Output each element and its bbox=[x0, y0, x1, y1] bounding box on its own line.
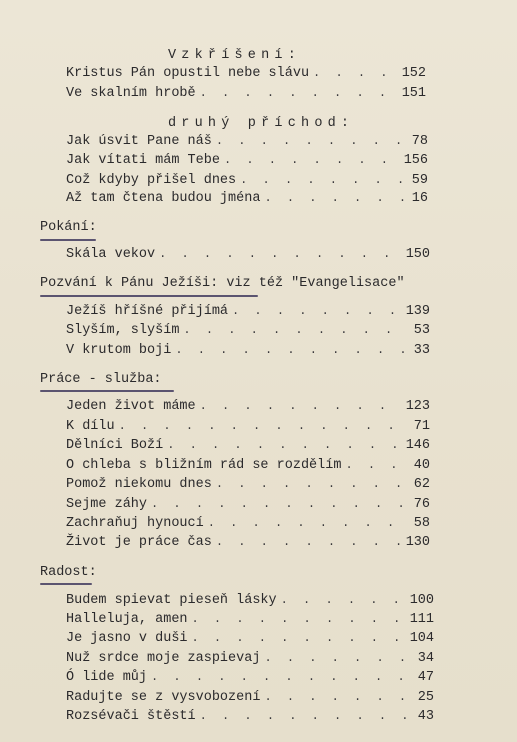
index-entry bbox=[66, 438, 430, 458]
entry-page: 152 bbox=[401, 66, 426, 81]
entry-title: Ve skalním hrobě bbox=[66, 86, 196, 101]
index-entry bbox=[66, 477, 430, 497]
entry-page: 40 bbox=[413, 458, 430, 473]
entry-title: K dílu bbox=[66, 419, 115, 434]
dot-leader bbox=[159, 247, 402, 261]
dot-leader bbox=[232, 304, 402, 318]
entry-title: Nuž srdce moje zaspievaj bbox=[66, 651, 261, 666]
heading-prace-sluzba: Práce - služba: bbox=[40, 372, 162, 387]
entry-page: 130 bbox=[405, 535, 430, 550]
entry-page: 59 bbox=[411, 173, 428, 188]
entry-page: 47 bbox=[417, 670, 434, 685]
entry-page: 139 bbox=[405, 304, 430, 319]
entry-title: Což kdyby přišel dnes bbox=[66, 173, 237, 188]
dot-leader bbox=[183, 323, 409, 337]
entry-title: Zachraňuj hynoucí bbox=[66, 516, 204, 531]
dot-leader bbox=[200, 86, 398, 100]
dot-leader bbox=[151, 497, 410, 511]
entry-title: Rozsévači štěstí bbox=[66, 709, 196, 724]
entry-page: 123 bbox=[405, 399, 430, 414]
dot-leader bbox=[264, 191, 407, 205]
heading-underline bbox=[40, 239, 96, 241]
heading-underline bbox=[40, 390, 174, 392]
entry-title: Budem spievat pieseň lásky bbox=[66, 593, 277, 608]
entry-title: O chleba s bližním rád se rozdělím bbox=[66, 458, 342, 473]
entry-page: 78 bbox=[411, 134, 428, 149]
entry-page: 58 bbox=[413, 516, 430, 531]
index-entry bbox=[66, 304, 430, 324]
entry-title: Slyším, slyším bbox=[66, 323, 180, 338]
dot-leader bbox=[264, 651, 413, 665]
entry-page: 76 bbox=[413, 497, 430, 512]
entry-title: Halleluja, amen bbox=[66, 612, 188, 627]
index-entry bbox=[66, 153, 428, 173]
dot-leader bbox=[313, 66, 398, 80]
heading-pozvani: Pozvání k Pánu Ježíši: viz též "Evangelisace" bbox=[40, 276, 405, 291]
entry-page: 111 bbox=[409, 612, 434, 627]
entry-page: 150 bbox=[405, 247, 430, 262]
dot-leader bbox=[281, 593, 406, 607]
entry-title: Život je práce čas bbox=[66, 535, 212, 550]
entry-page: 43 bbox=[417, 709, 434, 724]
index-entry bbox=[66, 651, 434, 671]
subheading-druhy-prichod: druhý příchod: bbox=[168, 116, 355, 131]
entry-page: 53 bbox=[413, 323, 430, 338]
index-entry bbox=[66, 497, 430, 517]
entry-title: Pomož niekomu dnes bbox=[66, 477, 212, 492]
heading-underline bbox=[40, 295, 258, 297]
index-entry bbox=[66, 66, 426, 86]
dot-leader bbox=[224, 153, 400, 167]
entry-page: 146 bbox=[405, 438, 430, 453]
dot-leader bbox=[240, 173, 408, 187]
index-entry bbox=[66, 612, 434, 632]
entry-page: 33 bbox=[413, 343, 430, 358]
dot-leader bbox=[167, 438, 401, 452]
index-entry bbox=[66, 134, 428, 154]
dot-leader bbox=[119, 419, 410, 433]
heading-pokani: Pokání: bbox=[40, 220, 97, 235]
entry-page: 151 bbox=[401, 86, 426, 101]
dot-leader bbox=[216, 134, 408, 148]
dot-leader bbox=[200, 399, 402, 413]
dot-leader bbox=[264, 690, 413, 704]
dot-leader bbox=[200, 709, 414, 723]
entry-title: Skála vekov bbox=[66, 247, 156, 262]
dot-leader bbox=[192, 631, 406, 645]
entry-page: 25 bbox=[417, 690, 434, 705]
entry-title: Je jasno v duši bbox=[66, 631, 188, 646]
entry-title: V krutom boji bbox=[66, 343, 172, 358]
index-entry bbox=[66, 343, 430, 363]
entry-page: 104 bbox=[409, 631, 434, 646]
entry-title: Jak úsvit Pane náš bbox=[66, 134, 212, 149]
index-entry bbox=[66, 399, 430, 419]
dot-leader bbox=[345, 458, 409, 472]
entry-page: 62 bbox=[413, 477, 430, 492]
dot-leader bbox=[208, 516, 410, 530]
index-entry bbox=[66, 86, 426, 106]
heading-underline bbox=[40, 583, 92, 585]
entry-title: Sejme záhy bbox=[66, 497, 148, 512]
dot-leader bbox=[175, 343, 409, 357]
entry-title: Jeden život máme bbox=[66, 399, 196, 414]
entry-title: Ježíš hříšné přijímá bbox=[66, 304, 229, 319]
dot-leader bbox=[216, 535, 402, 549]
entry-page: 100 bbox=[409, 593, 434, 608]
entry-page: 156 bbox=[403, 153, 428, 168]
index-entry bbox=[66, 690, 434, 710]
dot-leader bbox=[216, 477, 410, 491]
entry-title: Radujte se z vysvobození bbox=[66, 690, 261, 705]
index-entry bbox=[66, 535, 430, 555]
index-entry bbox=[66, 670, 434, 690]
index-entry bbox=[66, 631, 434, 651]
index-entry bbox=[66, 419, 430, 439]
entry-title: Kristus Pán opustil nebe slávu bbox=[66, 66, 310, 81]
entry-title: Až tam čtena budou jména bbox=[66, 191, 261, 206]
index-entry bbox=[66, 247, 430, 267]
index-entry bbox=[66, 458, 430, 478]
index-entry bbox=[66, 191, 428, 211]
index-entry bbox=[66, 516, 430, 536]
entry-title: Ó lide můj bbox=[66, 670, 148, 685]
entry-page: 16 bbox=[411, 191, 428, 206]
entry-page: 71 bbox=[413, 419, 430, 434]
index-entry bbox=[66, 323, 430, 343]
dot-leader bbox=[192, 612, 406, 626]
heading-radost: Radost: bbox=[40, 565, 97, 580]
subheading-vzkriseni: Vzkříšení: bbox=[168, 48, 302, 63]
entry-title: Jak vítati mám Tebe bbox=[66, 153, 220, 168]
entry-page: 34 bbox=[417, 651, 434, 666]
entry-title: Dělníci Boží bbox=[66, 438, 164, 453]
dot-leader bbox=[151, 670, 414, 684]
index-entry bbox=[66, 709, 434, 729]
index-entry bbox=[66, 593, 434, 613]
index-entry bbox=[66, 173, 428, 193]
